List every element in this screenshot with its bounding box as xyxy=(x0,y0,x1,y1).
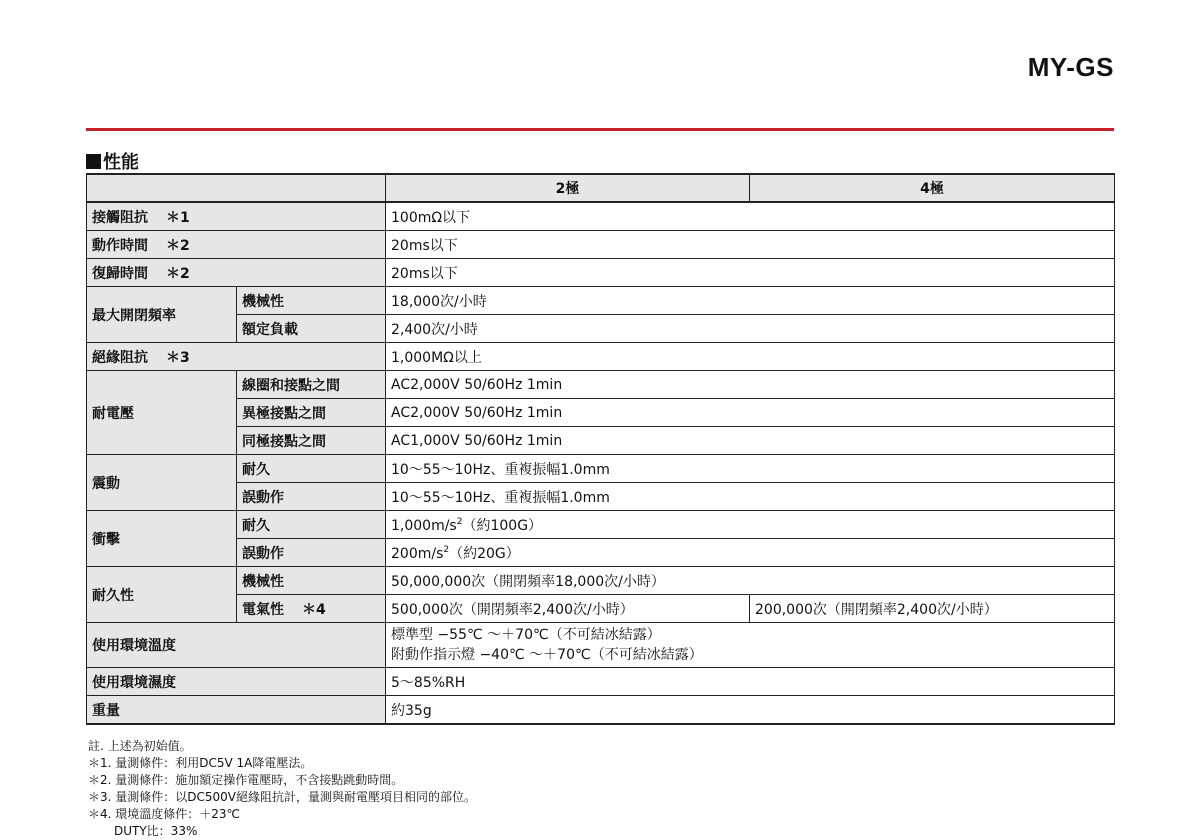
row-label-dielectric: 耐電壓 xyxy=(87,371,237,455)
table-row xyxy=(87,567,1115,595)
footnote-2: ＊2. 量測條件：施加額定操作電壓時，不含接點跳動時間。 xyxy=(88,773,404,787)
footnote-mark: ＊2 xyxy=(166,265,190,282)
footnote-1: ＊1. 量測條件：利用DC5V 1A降電壓法。 xyxy=(88,756,313,770)
table-row xyxy=(87,696,1115,725)
value-vibration-malfunction: 10～55～10Hz、重複振幅1.0mm xyxy=(386,483,1115,511)
table-row xyxy=(87,259,1115,287)
row-label-insulation xyxy=(87,343,386,371)
footnote-4-duty: DUTY比：33% xyxy=(114,824,198,838)
superscript: 2 xyxy=(443,544,450,555)
header-blank-cell xyxy=(87,174,386,202)
sub-label-vibration-durability: 耐久 xyxy=(237,455,386,483)
sub-label-mechanical: 機械性 xyxy=(237,287,386,315)
footnote-intro: 註. 上述為初始值。 xyxy=(88,739,192,753)
square-bullet-icon xyxy=(86,154,101,169)
table-row xyxy=(87,668,1115,696)
value-shock-malfunction xyxy=(386,539,1115,567)
column-header-2pole: 2極 xyxy=(386,174,750,202)
value-endurance-mechanical: 50,000,000次（開閉頻率18,000次/小時） xyxy=(386,567,1115,595)
value-dielectric-same-pole: AC1,000V 50/60Hz 1min xyxy=(386,427,1115,455)
row-label-text: 接觸阻抗 xyxy=(92,209,148,226)
value-rest: （約20G） xyxy=(449,545,520,562)
table-row xyxy=(87,427,1115,455)
table-row xyxy=(87,343,1115,371)
sub-label-diff-pole: 異極接點之間 xyxy=(237,399,386,427)
value-shock-durability xyxy=(386,511,1115,539)
row-label-text: 復歸時間 xyxy=(92,265,148,282)
table-row xyxy=(87,231,1115,259)
table-row xyxy=(87,315,1115,343)
value-insulation: 1,000MΩ以上 xyxy=(386,343,1115,371)
row-label-text: 電氣性 xyxy=(242,601,284,618)
row-label-shock: 衝擊 xyxy=(87,511,237,567)
footnotes xyxy=(88,738,476,840)
sub-label-endurance-mechanical: 機械性 xyxy=(237,567,386,595)
value-endurance-electrical-4pole: 200,000次（開閉頻率2,400次/小時） xyxy=(750,595,1115,623)
value-operate-time: 20ms以下 xyxy=(386,231,1115,259)
table-row xyxy=(87,287,1115,315)
table-header-row xyxy=(87,174,1115,202)
red-divider xyxy=(86,128,1114,131)
model-name: MY-GS xyxy=(1027,52,1114,82)
value-contact-resistance: 100mΩ以下 xyxy=(386,202,1115,231)
section-title xyxy=(86,148,139,174)
table-row xyxy=(87,511,1115,539)
row-label-ambient-temp: 使用環境溫度 xyxy=(87,623,386,668)
value-ambient-humidity: 5～85%RH xyxy=(386,668,1115,696)
sub-label-endurance-electrical xyxy=(237,595,386,623)
value-dielectric-coil-contact: AC2,000V 50/60Hz 1min xyxy=(386,371,1115,399)
value-max-switching-mechanical: 18,000次/小時 xyxy=(386,287,1115,315)
sub-label-shock-malfunction: 誤動作 xyxy=(237,539,386,567)
row-label-operate-time xyxy=(87,231,386,259)
superscript: 2 xyxy=(456,516,463,527)
footnote-4: ＊4. 環境溫度條件：＋23℃ xyxy=(88,807,241,821)
table-row xyxy=(87,399,1115,427)
row-label-text: 動作時間 xyxy=(92,237,148,254)
table-row xyxy=(87,623,1115,668)
value-endurance-electrical-2pole: 500,000次（開閉頻率2,400次/小時） xyxy=(386,595,750,623)
row-label-ambient-humidity: 使用環境濕度 xyxy=(87,668,386,696)
ambient-temp-indicator: 附動作指示燈 −40℃ ～＋70℃（不可結冰結露） xyxy=(391,647,703,663)
row-label-contact-resistance xyxy=(87,202,386,231)
footnote-3: ＊3. 量測條件：以DC500V絕緣阻抗計，量測與耐電壓項目相同的部位。 xyxy=(88,790,476,804)
row-label-vibration: 震動 xyxy=(87,455,237,511)
value-vibration-durability: 10～55～10Hz、重複振幅1.0mm xyxy=(386,455,1115,483)
row-label-release-time xyxy=(87,259,386,287)
value-rest: （約100G） xyxy=(462,517,543,534)
sub-label-same-pole: 同極接點之間 xyxy=(237,427,386,455)
value-weight: 約35g xyxy=(386,696,1115,725)
row-label-endurance: 耐久性 xyxy=(87,567,237,623)
section-title-text: 性能 xyxy=(103,152,139,173)
sub-label-shock-durability: 耐久 xyxy=(237,511,386,539)
value-main: 1,000m/s xyxy=(391,517,457,534)
value-main: 200m/s xyxy=(391,545,444,562)
sub-label-rated-load: 額定負載 xyxy=(237,315,386,343)
value-dielectric-diff-pole: AC2,000V 50/60Hz 1min xyxy=(386,399,1115,427)
table-row xyxy=(87,455,1115,483)
value-max-switching-rated-load: 2,400次/小時 xyxy=(386,315,1115,343)
footnote-mark: ＊4 xyxy=(302,601,326,618)
table-row xyxy=(87,371,1115,399)
value-release-time: 20ms以下 xyxy=(386,259,1115,287)
column-header-4pole: 4極 xyxy=(750,174,1115,202)
table-row xyxy=(87,483,1115,511)
row-label-max-switching: 最大開閉頻率 xyxy=(87,287,237,343)
value-ambient-temp xyxy=(386,623,1115,668)
sub-label-coil-contact: 線圈和接點之間 xyxy=(237,371,386,399)
sub-label-vibration-malfunction: 誤動作 xyxy=(237,483,386,511)
footnote-mark: ＊1 xyxy=(166,209,190,226)
table-row xyxy=(87,539,1115,567)
performance-table xyxy=(86,173,1115,725)
row-label-text: 絕緣阻抗 xyxy=(92,349,148,366)
table-row xyxy=(87,202,1115,231)
ambient-temp-standard: 標準型 −55℃ ～＋70℃（不可結冰結露） xyxy=(391,627,661,643)
table-row xyxy=(87,595,1115,623)
footnote-mark: ＊3 xyxy=(166,349,190,366)
row-label-weight: 重量 xyxy=(87,696,386,725)
footnote-mark: ＊2 xyxy=(166,237,190,254)
